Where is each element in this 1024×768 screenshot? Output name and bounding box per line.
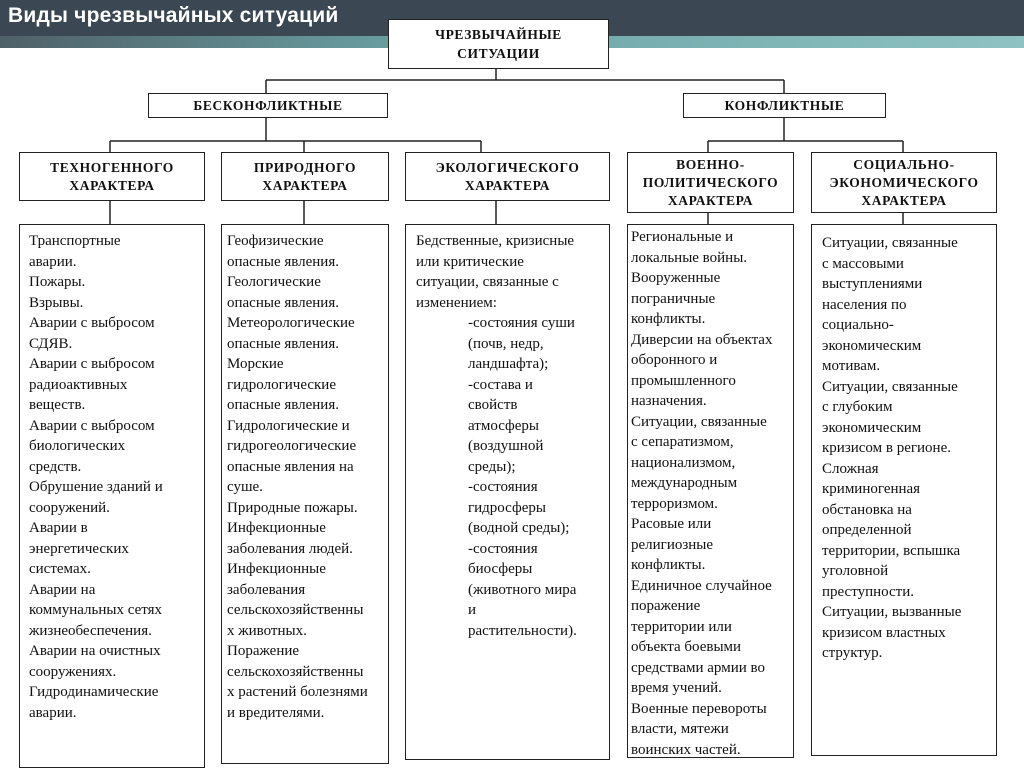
content-line: выступлениями xyxy=(822,276,923,292)
content-line: социально- xyxy=(822,317,894,333)
content-line: жизнеобеспечения. xyxy=(29,622,152,639)
content-line: конфликты. xyxy=(631,311,706,327)
content-line: локальные войны. xyxy=(631,249,748,266)
content-line: и xyxy=(468,602,477,618)
content-line: Единичное случайное xyxy=(631,577,772,594)
category-content-military xyxy=(627,224,794,758)
content-line: пограничные xyxy=(631,290,716,307)
content-line: Гидрологические и xyxy=(227,417,350,434)
root-label-line2: СИТУАЦИИ xyxy=(457,46,540,61)
category-title-line: ПРИРОДНОГО xyxy=(253,159,357,175)
content-line: ландшафта); xyxy=(468,356,549,372)
content-line: свойств xyxy=(468,397,518,413)
content-line: Обрушение зданий и xyxy=(29,479,163,495)
content-line: Природные пожары. xyxy=(227,499,358,516)
content-line: гидросферы xyxy=(468,499,546,516)
category-content-social xyxy=(811,224,997,756)
content-line: национализмом, xyxy=(631,454,736,471)
content-line: экономическим xyxy=(822,337,922,354)
content-line: Транспортные xyxy=(29,233,121,249)
content-line: опасные явления. xyxy=(227,294,339,311)
content-line: Аварии на очистных xyxy=(29,643,161,659)
content-line: заболевания xyxy=(227,581,306,598)
category-title-line: ХАРАКТЕРА xyxy=(262,177,348,193)
content-line: опасные явления на xyxy=(227,458,354,475)
content-line: аварии. xyxy=(29,253,77,270)
category-title-line: ПОЛИТИЧЕСКОГО xyxy=(642,174,779,190)
content-line: среды); xyxy=(468,458,516,475)
content-line: сооружениях. xyxy=(29,663,117,680)
category-title-line: ЭКОЛОГИЧЕСКОГО xyxy=(435,159,580,175)
slide-title: Виды чрезвычайных ситуаций xyxy=(8,4,339,27)
content-line: сооружений. xyxy=(29,499,110,516)
content-line: (воздушной xyxy=(468,438,544,454)
content-line: с сепаратизмом, xyxy=(631,434,734,450)
content-line: определенной xyxy=(822,522,912,538)
group-label-conflict: КОНФЛИКТНЫЕ xyxy=(724,97,845,113)
content-line: Вооруженные xyxy=(631,270,721,286)
content-line: Аварии с выбросом xyxy=(29,417,155,434)
content-line: Гидродинамические xyxy=(29,684,159,700)
content-line: кризисом в регионе. xyxy=(822,440,951,456)
category-title-line: ТЕХНОГЕННОГО xyxy=(50,159,174,175)
content-line: сельскохозяйственны xyxy=(227,602,364,618)
content-line: Ситуации, вызванные xyxy=(822,604,962,620)
content-line: или критические xyxy=(416,253,524,270)
content-line: криминогенная xyxy=(822,481,921,497)
content-line: Морские xyxy=(227,356,284,372)
content-line: территории, вспышка xyxy=(822,542,961,559)
category-content-ecological xyxy=(405,224,610,760)
content-line: Геофизические xyxy=(227,233,324,249)
root-label-line1: ЧРЕЗВЫЧАЙНЫЕ xyxy=(435,27,562,42)
content-line: -состава и xyxy=(468,376,533,393)
content-line: кризисом властных xyxy=(822,624,946,641)
content-line: структур. xyxy=(822,645,883,661)
content-line: Сложная xyxy=(822,460,879,477)
content-line: объекта боевыми xyxy=(631,639,742,655)
content-line: Пожары. xyxy=(29,274,86,290)
content-line: (почв, недр, xyxy=(468,335,544,352)
content-line: коммунальных сетях xyxy=(29,602,162,618)
content-line: Диверсии на объектах xyxy=(631,331,773,348)
content-line: с глубоким xyxy=(822,399,893,415)
content-line: Взрывы. xyxy=(29,294,84,311)
content-line: с массовыми xyxy=(822,255,904,272)
content-line: Метеорологические xyxy=(227,315,355,331)
group-label-nonconflict: БЕСКОНФЛИКТНЫЕ xyxy=(193,97,343,113)
content-line: преступности. xyxy=(822,583,914,600)
ecological-sub-list xyxy=(416,313,603,641)
content-line: Ситуации, связанные xyxy=(822,378,958,395)
content-line: Геологические xyxy=(227,274,321,290)
content-line: Ситуации, связанные xyxy=(822,235,958,251)
content-line: Расовые или xyxy=(631,516,712,532)
content-line: опасные явления. xyxy=(227,253,339,270)
category-header-ecological xyxy=(405,152,610,201)
category-title-line: ХАРАКТЕРА xyxy=(69,177,155,193)
content-line: оборонного и xyxy=(631,352,718,368)
content-line: биологических xyxy=(29,438,126,454)
content-line: х растений болезнями xyxy=(227,684,368,700)
content-line: Ситуации, связанные xyxy=(631,413,767,430)
content-line: Аварии в xyxy=(29,520,88,536)
content-line: мотивам. xyxy=(822,358,881,374)
category-content-techno xyxy=(19,224,205,768)
content-line: конфликты. xyxy=(631,557,706,573)
content-line: биосферы xyxy=(468,561,533,577)
category-content-natural xyxy=(221,224,389,764)
content-line: поражение xyxy=(631,598,701,614)
content-line: территории или xyxy=(631,618,732,635)
content-line: Военные перевороты xyxy=(631,700,767,717)
content-line: экономическим xyxy=(822,419,922,436)
content-line: атмосферы xyxy=(468,417,539,434)
content-line: (животного мира xyxy=(468,581,577,598)
content-line: Инфекционные xyxy=(227,561,326,577)
content-line: обстановка на xyxy=(822,501,912,518)
content-line: время учений. xyxy=(631,680,722,696)
content-line: -состояния xyxy=(468,479,538,495)
content-line: изменением: xyxy=(416,294,497,311)
content-line: населения по xyxy=(822,296,907,313)
content-line: Региональные и xyxy=(631,229,734,245)
content-line: Аварии с выбросом xyxy=(29,356,155,372)
category-header-social xyxy=(811,152,997,213)
category-header-natural xyxy=(221,152,389,201)
category-header-techno xyxy=(19,152,205,201)
group-box-conflict xyxy=(683,93,886,118)
content-line: энергетических xyxy=(29,540,129,557)
content-line: Аварии с выбросом xyxy=(29,315,155,331)
content-line: растительности). xyxy=(468,622,577,639)
content-line: ситуации, связанные с xyxy=(416,274,559,290)
category-title-line: ЭКОНОМИЧЕСКОГО xyxy=(829,174,979,190)
content-line: -состояния xyxy=(468,540,538,557)
ecological-intro xyxy=(416,231,603,313)
category-title-line: СОЦИАЛЬНО- xyxy=(853,156,955,172)
content-line: опасные явления. xyxy=(227,397,339,413)
content-line: средств. xyxy=(29,458,82,475)
category-header-military xyxy=(627,152,794,213)
content-line: назначения. xyxy=(631,393,707,409)
content-line: гидрологические xyxy=(227,376,336,393)
content-line: аварии. xyxy=(29,704,77,721)
content-line: х животных. xyxy=(227,622,307,639)
content-line: Бедственные, кризисные xyxy=(416,233,575,249)
content-line: веществ. xyxy=(29,397,86,413)
content-line: средствами армии во xyxy=(631,659,765,676)
content-line: -состояния суши xyxy=(468,315,575,331)
content-line: международным xyxy=(631,475,738,491)
category-title-line: ХАРАКТЕРА xyxy=(667,192,754,208)
content-line: СДЯВ. xyxy=(29,335,73,352)
content-line: опасные явления. xyxy=(227,335,339,352)
content-line: гидрогеологические xyxy=(227,438,357,454)
root-box xyxy=(388,19,609,69)
content-line: системах. xyxy=(29,561,91,577)
content-line: терроризмом. xyxy=(631,495,718,512)
content-line: религиозные xyxy=(631,536,714,553)
content-line: радиоактивных xyxy=(29,376,128,393)
content-line: Аварии на xyxy=(29,581,96,598)
content-line: уголовной xyxy=(822,563,889,579)
category-title-line: ХАРАКТЕРА xyxy=(464,177,551,193)
content-line: Поражение xyxy=(227,643,300,659)
content-line: воинских частей. xyxy=(631,741,741,758)
category-title-line: ХАРАКТЕРА xyxy=(861,192,947,208)
content-line: власти, мятежи xyxy=(631,721,729,737)
content-line: заболевания людей. xyxy=(227,540,353,557)
content-line: Инфекционные xyxy=(227,520,326,536)
content-line: суше. xyxy=(227,479,263,495)
content-line: сельскохозяйственны xyxy=(227,663,364,680)
content-line: (водной среды); xyxy=(468,520,570,536)
group-box-nonconflict xyxy=(148,93,388,118)
content-line: промышленного xyxy=(631,372,736,389)
content-line: и вредителями. xyxy=(227,704,325,721)
category-title-line: ВОЕННО- xyxy=(676,156,745,172)
